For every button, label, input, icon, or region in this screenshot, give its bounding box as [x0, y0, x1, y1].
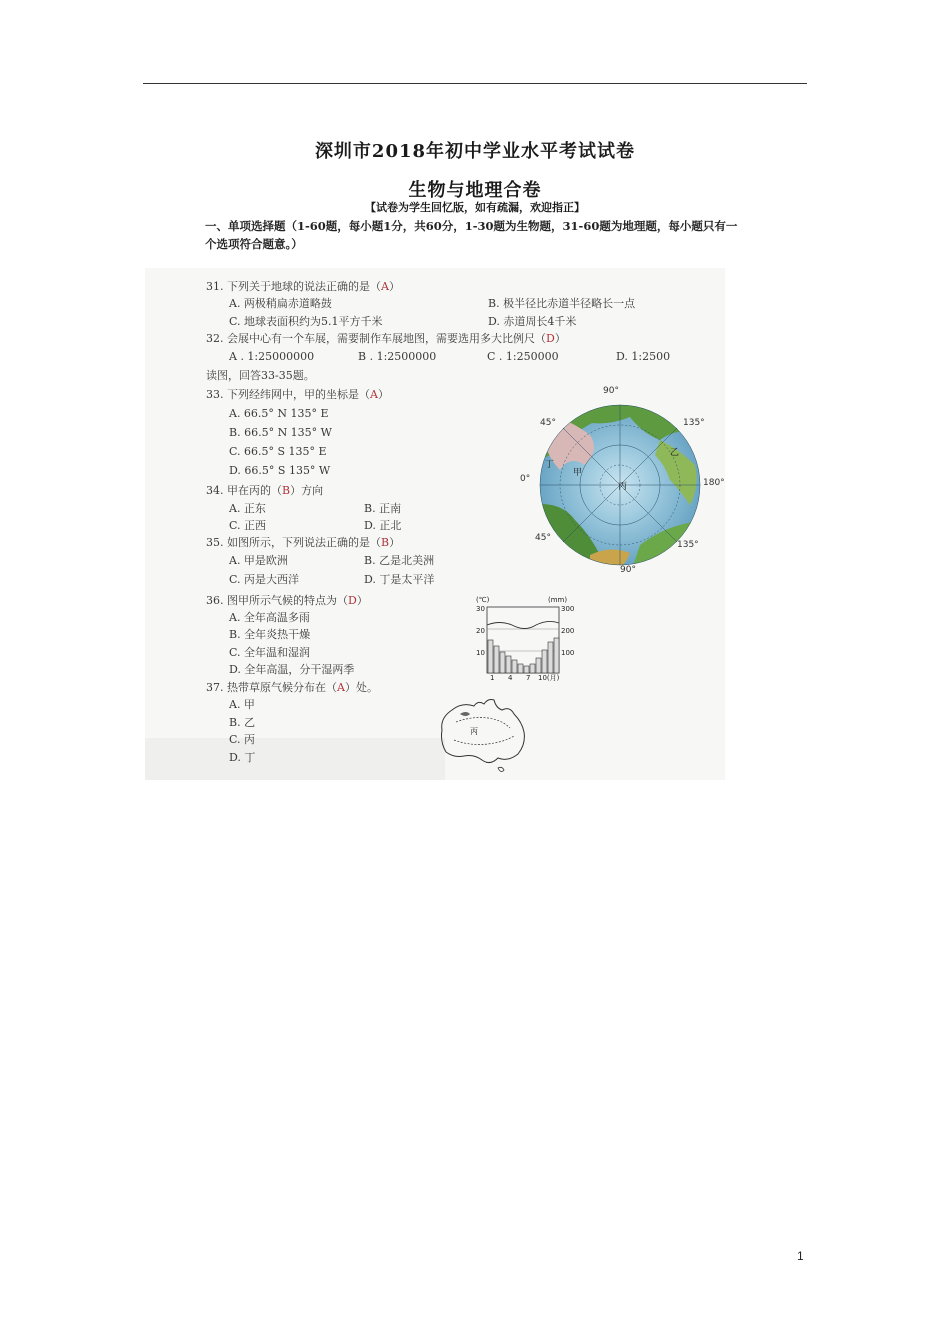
q34-option-d: D. 正北: [364, 519, 402, 532]
q31-stem: 31. 下列关于地球的说法正确的是（A）: [206, 280, 400, 293]
globe-label-top: 90°: [603, 386, 619, 396]
exam-title: 深圳市2018年初中学业水平考试试卷: [314, 141, 636, 162]
q37-option-d: D. 丁: [229, 751, 256, 764]
globe-label-top-right: 135°: [683, 418, 705, 428]
q31-option-b: B. 极半径比赤道半径略长一点: [488, 297, 636, 310]
q35-option-d: D. 丁是太平洋: [364, 573, 435, 586]
q33-option-b: B. 66.5° N 135° W: [229, 426, 332, 439]
q37-option-c: C. 丙: [229, 733, 256, 746]
q33-option-a: A. 66.5° N 135° E: [229, 407, 329, 420]
globe-mark-yi: 乙: [670, 448, 680, 458]
q36-option-b: B. 全年炎热干燥: [229, 628, 311, 641]
australia-label-bing: 丙: [470, 727, 478, 736]
q34-answer: B: [282, 484, 291, 497]
read-figure-note: 读图，回答33-35题。: [206, 369, 315, 382]
q33-option-d: D. 66.5° S 135° W: [229, 464, 331, 477]
climate-left-tick-30: 30: [476, 605, 485, 613]
page-number: 1: [797, 1249, 804, 1263]
q37-answer: A: [337, 681, 345, 694]
climate-right-unit: (mm): [548, 596, 568, 604]
globe-mark-bing: 丙: [618, 482, 628, 492]
globe-label-bottom: 90°: [620, 565, 636, 575]
climate-right-tick-200: 200: [561, 627, 575, 635]
q34-option-a: A. 正东: [229, 502, 266, 515]
globe-mark-jia: 甲: [573, 468, 583, 478]
globe-label-left: 0°: [520, 474, 531, 484]
q32-option-c: C . 1:250000: [487, 350, 559, 363]
q36-option-c: C. 全年温和湿润: [229, 646, 311, 659]
australia-map: [432, 696, 532, 776]
q36-answer: D: [348, 594, 357, 607]
q35-stem: 35. 如图所示，下列说法正确的是（B）: [206, 536, 401, 549]
q35-option-a: A. 甲是欧洲: [229, 554, 288, 567]
q35-option-c: C. 丙是大西洋: [229, 573, 300, 586]
globe-label-top-left: 45°: [540, 418, 556, 428]
climate-right-tick-100: 100: [561, 649, 575, 657]
q32-option-d: D. 1:2500: [616, 350, 671, 363]
q31-option-a: A. 两极稍扁赤道略鼓: [229, 297, 332, 310]
globe-label-bottom-right: 135°: [677, 540, 699, 550]
q32-option-a: A . 1:25000000: [229, 350, 315, 363]
q36-option-a: A. 全年高温多雨: [229, 611, 310, 624]
section-instruction-line1: 一、单项选择题（1-60题，每小题1分，共60分，1-30题为生物题，31-60题为地理题，每小题只有一: [205, 219, 738, 233]
header-rule: [143, 83, 807, 84]
q31-option-d: D. 赤道周长4千米: [488, 315, 577, 328]
globe-label-right: 180°: [703, 478, 725, 488]
q32-option-b: B . 1:2500000: [358, 350, 437, 363]
q37-option-b: B. 乙: [229, 716, 256, 729]
q34-stem: 34. 甲在丙的（B）方向: [206, 484, 324, 497]
q33-answer: A: [370, 388, 378, 401]
q32-answer: D: [546, 332, 555, 345]
globe-mark-ding: 丁: [545, 460, 555, 470]
globe-label-bottom-left: 45°: [535, 533, 551, 543]
q35-option-b: B. 乙是北美洲: [364, 554, 435, 567]
climate-x-tick-4: 4: [508, 674, 513, 682]
q35-answer: B: [381, 536, 390, 549]
q33-option-c: C. 66.5° S 135° E: [229, 445, 327, 458]
climate-x-tick-7: 7: [526, 674, 531, 682]
q34-option-b: B. 正南: [364, 502, 402, 515]
q33-stem: 33. 下列经纬网中，甲的坐标是（A）: [206, 388, 389, 401]
section-instruction-line2: 个选项符合题意。）: [205, 237, 303, 251]
climate-x-tick-1: 1: [490, 674, 495, 682]
exam-subtitle: 生物与地理合卷: [408, 180, 542, 201]
q32-stem: 32. 会展中心有一个车展，需要制作车展地图，需要选用多大比例尺（D）: [206, 332, 566, 345]
q31-option-c: C. 地球表面积约为5.1平方千米: [229, 315, 383, 328]
climate-right-tick-300: 300: [561, 605, 575, 613]
q36-option-d: D. 全年高温，分干湿两季: [229, 663, 355, 676]
q36-stem: 36. 图甲所示气候的特点为（D）: [206, 594, 368, 607]
q34-option-c: C. 正西: [229, 519, 267, 532]
exam-note: 【试卷为学生回忆版，如有疏漏，欢迎指正】: [365, 201, 585, 214]
climate-left-tick-20: 20: [476, 627, 485, 635]
climate-left-unit: (℃): [476, 596, 490, 604]
q31-answer: A: [381, 280, 389, 293]
climate-chart: [470, 594, 580, 684]
climate-x-tick-10: 10(月): [538, 674, 560, 682]
q37-option-a: A. 甲: [229, 698, 255, 711]
climate-left-tick-10: 10: [476, 649, 485, 657]
q37-stem: 37. 热带草原气候分布在（A）处。: [206, 681, 378, 694]
